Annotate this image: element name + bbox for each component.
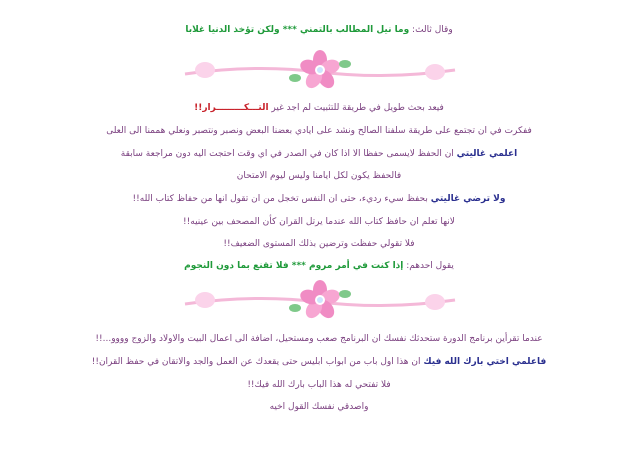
body-text: ففكرت في ان تجتمع على طريقة سلفنا الصالح ونشد على ايادي بعضنا البعض ونصبر ونتصبر ونعلي هممنا الى العلى bbox=[106, 126, 532, 136]
body-text: بحفظ سيء رديء، حتى ان النفس تخجل من ان تقول انها من حفاظ كتاب الله!! bbox=[132, 194, 431, 204]
highlight-text: ولا ترضي غاليتي bbox=[430, 194, 506, 204]
text-line-12 bbox=[0, 379, 638, 391]
text-line-3 bbox=[0, 125, 638, 137]
text-line-5 bbox=[0, 170, 638, 182]
highlight-text: فاعلمي اختي بارك الله فيك bbox=[423, 357, 547, 367]
highlight-text: التـــكـــــــــرار!! bbox=[194, 103, 269, 113]
highlight-text: إذا كنت في أمر مروم *** فلا تقنع بما دون النجوم bbox=[184, 261, 404, 271]
body-text: فالحفظ يكون لكل ايامنا وليس ليوم الامتحان bbox=[236, 171, 402, 181]
body-text: لانها تعلم ان حافظ كتاب الله عندما يرتل القران كأن المصحف بين عينيه!! bbox=[183, 217, 455, 227]
body-text: عندما تقرأين برنامج الدورة ستحدثك نفسك ان البرنامج صعب ومستحيل، اضافة الى اعمال البيت والاولاد والزوج وووو...!! bbox=[95, 334, 543, 344]
flower-divider-bottom bbox=[175, 280, 465, 320]
body-text: واصدقي نفسك القول اخيه bbox=[269, 402, 369, 412]
text-line-4 bbox=[0, 148, 638, 160]
body-text: فلا تقولي حفظت وترضين بذلك المستوى الضعيف!! bbox=[223, 239, 415, 249]
flower-icon bbox=[298, 50, 341, 90]
text-line-7 bbox=[0, 216, 638, 228]
intro-text: وقال ثالث: bbox=[409, 25, 453, 35]
flower-icon bbox=[298, 280, 341, 320]
intro-text: يقول احدهم: bbox=[403, 261, 454, 271]
intro-text: فيعد بحث طويل في طريقة للتثبيت لم اجد غير bbox=[268, 103, 444, 113]
body-text: ان الحفظ لايسمى حفظا الا اذا كان في الصدر في اي وقت احتجت اليه دون مراجعة سابقة bbox=[120, 149, 457, 159]
text-line-6 bbox=[0, 193, 638, 205]
text-line-13 bbox=[0, 401, 638, 413]
text-line-9 bbox=[0, 260, 638, 272]
text-line-2 bbox=[0, 102, 638, 114]
text-line-10 bbox=[0, 333, 638, 345]
text-line-8 bbox=[0, 238, 638, 250]
highlight-text: اعلمي غاليتي bbox=[456, 149, 518, 159]
flower-divider-top bbox=[175, 50, 465, 90]
body-text: ان هذا اول باب من ابواب ابليس حتى يقعدك عن العمل والجد والاتقان في حفظ القران!! bbox=[91, 357, 424, 367]
poem-line-1 bbox=[0, 24, 638, 36]
body-text: فلا تفتحي له هذا الباب بارك الله فيك!! bbox=[247, 380, 391, 390]
text-line-11 bbox=[0, 356, 638, 368]
highlight-text: وما نيل المطالب بالتمني *** ولكن تؤخذ الدنيا غلابا bbox=[185, 25, 410, 35]
